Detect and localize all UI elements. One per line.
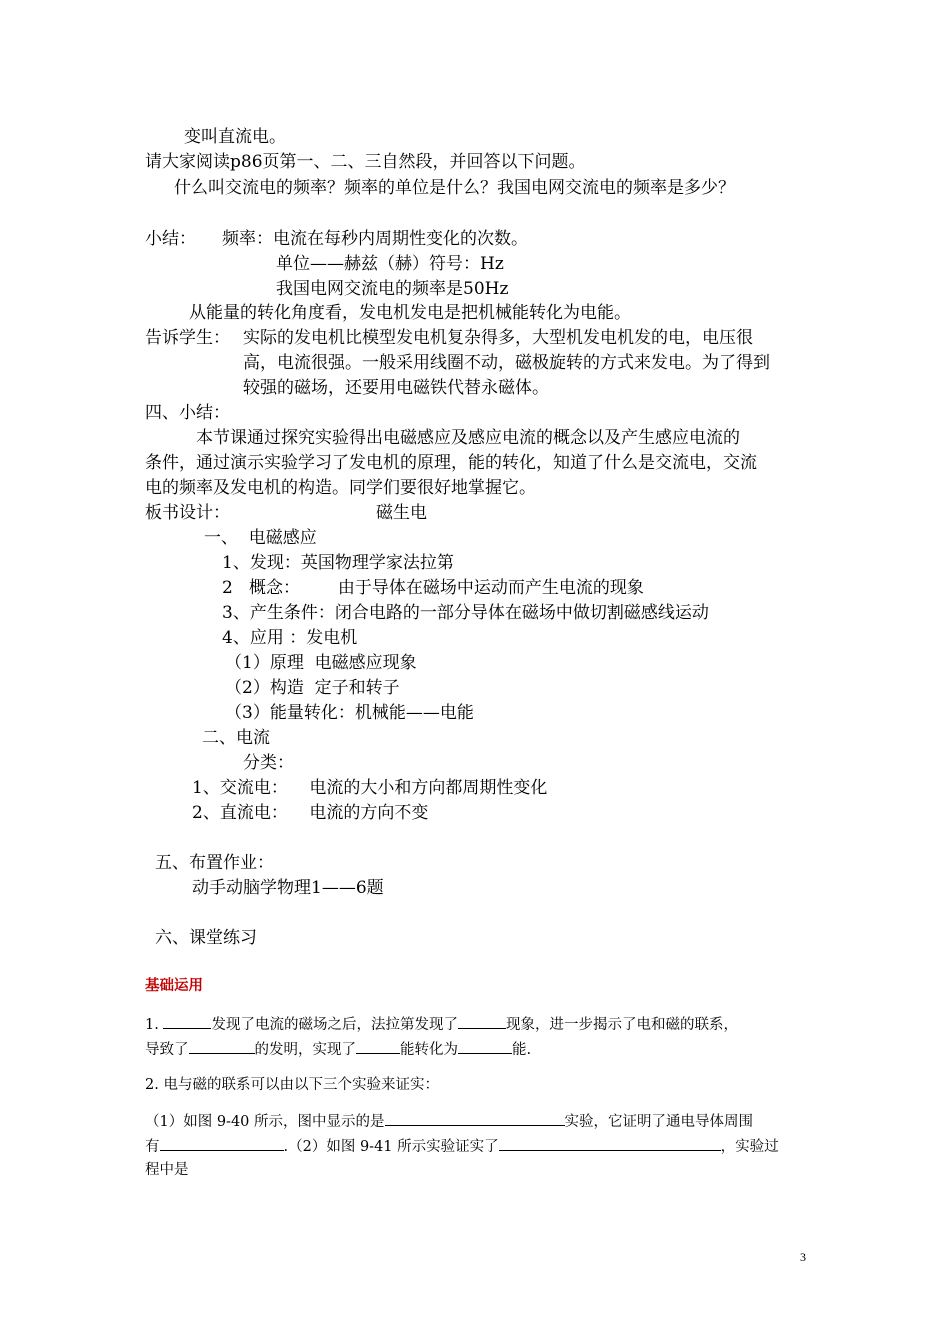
section-heading: 五、布置作业：: [155, 853, 274, 873]
question-1: [145, 1013, 738, 1035]
board-title: 磁生电: [376, 503, 427, 523]
paragraph-line: 条件，通过演示实验学习了发电机的原理，能的转化，知道了什么是交流电，交流: [145, 453, 757, 473]
question-2: 2. 电与磁的联系可以由以下三个实验来证实：: [145, 1077, 439, 1093]
board-item: 3、产生条件：闭合电路的一部分导体在磁场中做切割磁感线运动: [222, 603, 709, 623]
answer-blank[interactable]: [458, 1013, 506, 1029]
board-item: 分类：: [243, 753, 294, 773]
board-item: 1、交流电： 电流的大小和方向都周期性变化: [192, 778, 548, 798]
summary-line: 我国电网交流电的频率是50Hz: [276, 279, 509, 299]
summary-line: 单位——赫兹（赫）符号：Hz: [276, 254, 504, 274]
board-label: 板书设计：: [145, 503, 230, 523]
summary-line: 频率：电流在每秒内周期性变化的次数。: [222, 229, 528, 249]
text: 实验，它证明了通电导体周围: [564, 1114, 754, 1130]
text: （1）如图 9-40 所示，图中显示的是: [145, 1114, 385, 1130]
section-heading: 四、小结：: [145, 403, 230, 423]
section-heading: 六、课堂练习: [155, 928, 257, 948]
text: 有: [145, 1139, 160, 1155]
summary-label: 小结：: [145, 229, 196, 249]
board-item: 4、应用 ：发电机: [222, 628, 358, 648]
question-2-1: [145, 1110, 753, 1132]
board-subitem: （3）能量转化：机械能——电能: [225, 703, 474, 723]
text-line: 请大家阅读p86页第一、二、三自然段，并回答以下问题。: [145, 152, 586, 172]
text: 导致了: [145, 1042, 189, 1058]
question-2-2: [145, 1135, 779, 1157]
board-subitem: （2）构造 定子和转子: [225, 678, 400, 698]
question-1-cont: [145, 1038, 531, 1060]
text: 的发明，实现了: [254, 1042, 356, 1058]
page-number: 3: [800, 1250, 806, 1264]
text: 能转化为: [400, 1042, 458, 1058]
board-heading: 一、 电磁感应: [204, 528, 317, 548]
answer-blank[interactable]: [499, 1135, 721, 1151]
answer-blank[interactable]: [458, 1038, 512, 1054]
answer-blank[interactable]: [163, 1013, 211, 1029]
paragraph-line: 本节课通过探究实验得出电磁感应及感应电流的概念以及产生感应电流的: [196, 428, 740, 448]
tell-line: 高，电流很强。一般采用线圈不动，磁极旋转的方式来发电。为了得到: [243, 353, 770, 373]
text: 现象，进一步揭示了电和磁的联系，: [505, 1017, 738, 1033]
text: ，实验过: [720, 1139, 779, 1155]
text: 能.: [512, 1042, 532, 1058]
text-line: 从能量的转化角度看，发电机发电是把机械能转化为电能。: [189, 303, 631, 323]
board-heading: 二、电流: [202, 728, 270, 748]
text: 发现了电流的磁场之后，法拉第发现了: [211, 1017, 458, 1033]
board-item: 1、发现：英国物理学家法拉第: [222, 553, 454, 573]
tell-label: 告诉学生：: [145, 328, 230, 348]
answer-blank[interactable]: [356, 1038, 400, 1054]
question-2-3: 程中是: [145, 1162, 189, 1178]
text-line: 变叫直流电。: [184, 127, 286, 147]
section-label: 基础运用: [145, 977, 203, 994]
homework-text: 动手动脑学物理1——6题: [192, 878, 384, 898]
board-item: 2、直流电： 电流的方向不变: [192, 803, 429, 823]
board-subitem: （1）原理 电磁感应现象: [225, 653, 417, 673]
board-item: 2 概念： 由于导体在磁场中运动而产生电流的现象: [222, 578, 644, 598]
answer-blank[interactable]: [189, 1038, 255, 1054]
answer-blank[interactable]: [160, 1135, 284, 1151]
tell-line: 实际的发电机比模型发电机复杂得多，大型机发电机发的电，电压很: [243, 328, 753, 348]
tell-line: 较强的磁场，还要用电磁铁代替永磁体。: [243, 378, 549, 398]
question-line: 什么叫交流电的频率？频率的单位是什么？我国电网交流电的频率是多少？: [174, 178, 735, 198]
text: .（2）如图 9-41 所示实验证实了: [283, 1139, 499, 1155]
paragraph-line: 电的频率及发电机的构造。同学们要很好地掌握它。: [145, 478, 536, 498]
answer-blank[interactable]: [385, 1110, 565, 1126]
text: 1.: [145, 1017, 159, 1033]
